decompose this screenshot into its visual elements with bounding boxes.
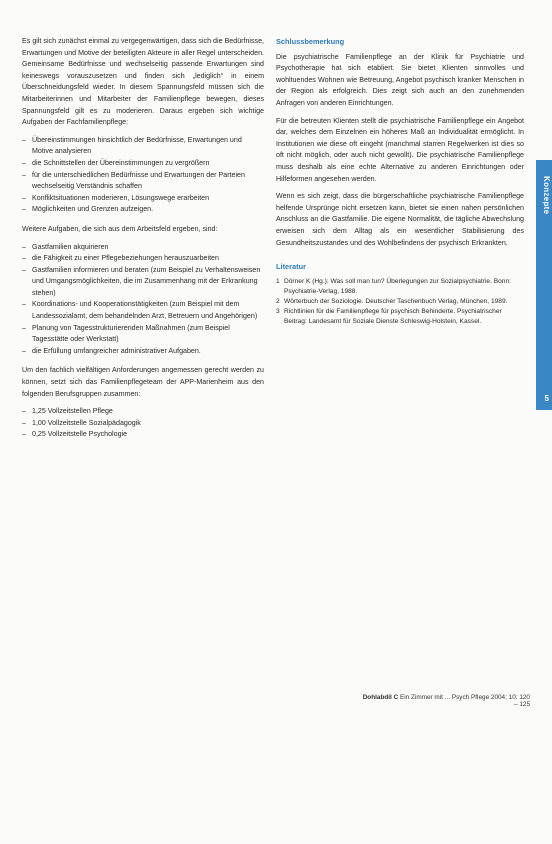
task-item: – Möglichkeiten und Grenzen aufzeigen.: [22, 204, 264, 216]
left-column: [22, 36, 264, 449]
staff-item: – 1,00 Vollzeitstelle Sozialpädagogik: [22, 418, 264, 430]
staff-intro: Um den fachlich vielfältigen Anforderungen angemessen gerecht werden zu können, setzt sich das Familienpflegeteam der APP-Marienheim aus den folgenden Berufsgruppen zusammen:: [22, 366, 264, 398]
literature-number: 1: [276, 277, 280, 285]
footer-citation: [360, 694, 530, 708]
further-item: – Koordinations- und Kooperationstätigkeiten (zum Beispiel mit dem Landessozialamt, dem behandelnden Arzt, Betreuern und Angehörigen): [22, 299, 264, 322]
task-item: – die Schnittstellen der Übereinstimmungen zu vergrößern: [22, 158, 264, 170]
further-item: – die Erfüllung umfangreicher administrativer Aufgaben.: [22, 346, 264, 358]
task-list: [22, 135, 264, 216]
literature-number: 3: [276, 307, 280, 315]
section-heading: Schlussbemerkung: [276, 37, 345, 46]
side-tab-label: Konzepte: [542, 176, 551, 215]
further-intro: Weitere Aufgaben, die sich aus dem Arbeitsfeld ergeben, sind:: [22, 224, 218, 233]
staff-list: [22, 406, 264, 441]
intro-paragraph: Es gilt sich zunächst einmal zu vergegenwärtigen, dass sich die Bedürfnisse, Erwartungen und Motive der beteiligten Akteure in aller Regel unterscheiden. Gemeinsame Bedürfnisse und wechselseitig passende Erwartungen sind keineswegs vorauszusetzen und finden sich „lediglich“ in einem Überschneidungsfeld wieder. In diesem Spannungsfeld müssen sich die Mitarbeiterinnen und Mitarbeiter der Familienpflege bewegen, dieses Spannungsfeld gilt es zu moderieren. Daraus ergeben sich wichtige Aufgaben der Fachfamilienpflege:: [22, 37, 264, 127]
side-tab-marker: 5: [544, 394, 549, 403]
staff-item: – 1,25 Vollzeitstellen Pflege: [22, 406, 264, 418]
literature-heading: Literatur: [276, 262, 306, 272]
staff-item: – 0,25 Vollzeitstelle Psychologie: [22, 429, 264, 441]
task-item: – für die unterschiedlichen Bedürfnisse und Erwartungen der Parteien wechselseitig Verständnis schaffen: [22, 170, 264, 193]
literature-text: Richtlinien für die Familienpflege für psychisch Behinderte. Psychiatrischer Beitrag: Landesamt für Soziale Dienste Schleswig-Holstein, Kassel.: [284, 307, 502, 325]
literature-item: [276, 277, 524, 297]
further-item: – Planung von Tagesstrukturierenden Maßnahmen (zum Beispiel Tagesstätte oder Werkstatt): [22, 323, 264, 346]
footer-reference: Ein Zimmer mit ... Psych Pflege 2004; 10: 120 – 125: [399, 694, 530, 708]
literature-text: Wörterbuch der Soziologie. Deutscher Taschenbuch Verlag, München, 1989.: [284, 297, 508, 305]
conclusion-paragraph-1: Die psychiatrische Familienpflege an der Klinik für Psychiatrie und Psychotherapie hat sich etabliert. Sie bietet Klienten sinnvolles und wohltuendes Wohnen wie Betreuung, Angebot psychisch kranker Menschen in der Region als erfolgreich. Dies zeigt sich auch an den zunehmenden Anfragen von anderen Einrichtungen.: [276, 52, 524, 107]
literature-list: [276, 277, 524, 327]
task-item: – Konfliktsituationen moderieren, Lösungswege erarbeiten: [22, 193, 264, 205]
further-item: – Gastfamilien informieren und beraten (zum Beispiel zu Verhaltensweisen und Umgangsmöglichkeiten, die im Zusammenhang mit der Erkrankung stehen): [22, 265, 264, 300]
task-item: – Übereinstimmungen hinsichtlich der Bedürfnisse, Erwartungen und Motive analysieren: [22, 135, 264, 158]
further-item: – Gastfamilien akquirieren: [22, 242, 264, 254]
literature-number: 2: [276, 297, 280, 305]
literature-text: Dörner K (Hg.): Was soll man tun? Überlegungen zur Sozialpsychiatrie. Bonn: Psychiatrie-Verlag, 1988.: [284, 277, 511, 295]
footer-author: Dohlabdil C: [362, 694, 399, 701]
literature-item: [276, 297, 524, 307]
further-task-list: [22, 242, 264, 358]
right-column: [276, 36, 524, 327]
conclusion-paragraph-2: Für die betreuten Klienten stellt die psychiatrische Familienpflege ein Angebot dar, welches dem Einzelnen ein höheres Maß an Individualität ermöglicht. In Institutionen wie diese oft eingeht (manchmal starren Regelwerken ist dies so oft nicht möglich, oder auch nicht gewollt). Die psychiatrische Familienpflege muss deshalb als eine echte Alternative zu anderen Einrichtungen oder Hilfeformen angesehen werden.: [276, 116, 524, 183]
conclusion-paragraph-3: Wenn es sich zeigt, dass die bürgerschaftliche psychiatrische Familienpflege helfende Ursprünge nicht ersetzen kann, bietet sie einen nahen persönlichen Anschluss an die Gastfamilie. Die eigene Normalität, die tägliche Abwechslung erweisen sich dem Alltag als ein wesentlicher Stabilisierung des Gesundheitszustandes und des Wohlbefindens der psychisch Erkrankten.: [276, 192, 524, 247]
literature-item: [276, 307, 524, 327]
further-item: – die Fähigkeit zu einer Pflegebeziehungen herauszuarbeiten: [22, 253, 264, 265]
